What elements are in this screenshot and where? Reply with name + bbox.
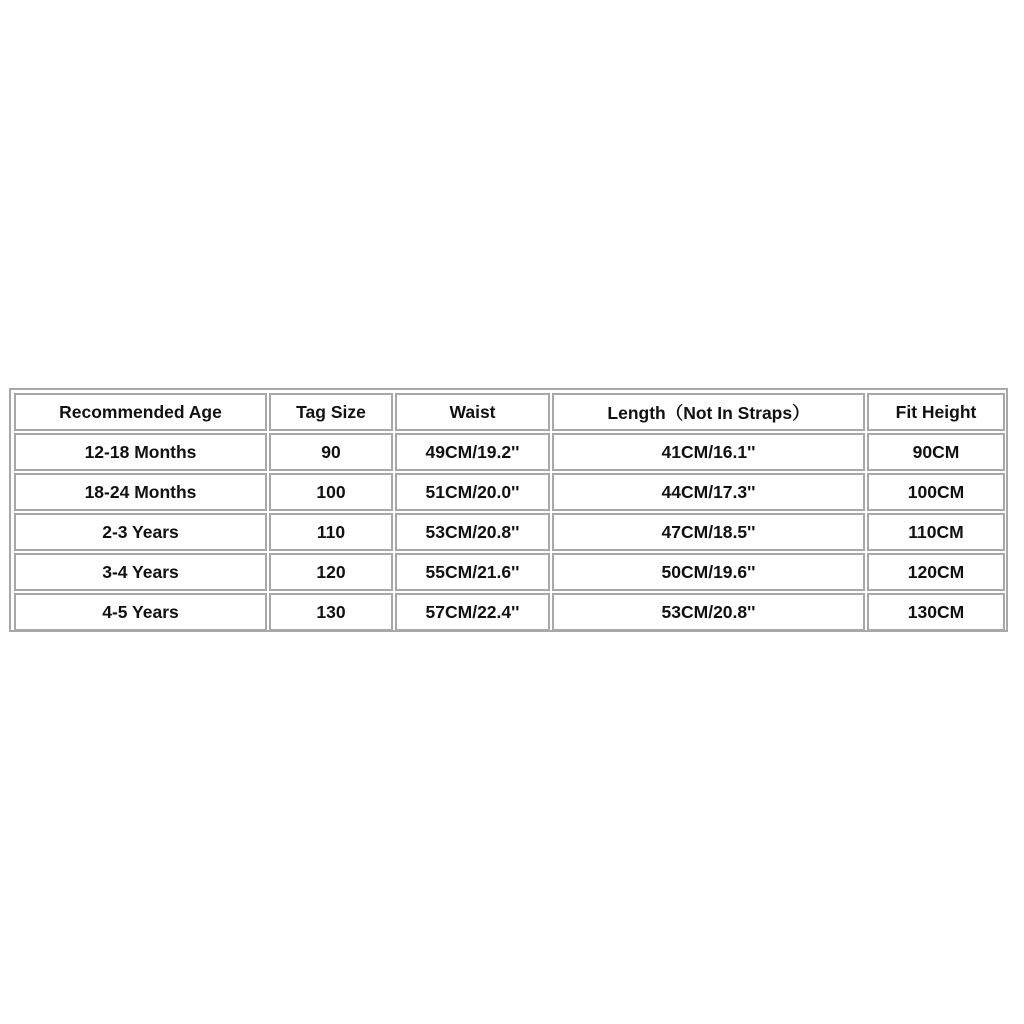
cell-age: 3-4 Years [14,553,267,591]
cell-length: 47CM/18.5'' [552,513,865,551]
cell-tag-size: 90 [269,433,393,471]
cell-waist: 49CM/19.2'' [395,433,550,471]
table-row [14,433,1005,471]
header-waist: Waist [395,393,550,431]
table-row [14,593,1005,631]
cell-length: 53CM/20.8'' [552,593,865,631]
table-row [14,553,1005,591]
size-chart-table [12,391,1007,633]
cell-length: 41CM/16.1'' [552,433,865,471]
cell-tag-size: 130 [269,593,393,631]
header-tag-size: Tag Size [269,393,393,431]
cell-age: 2-3 Years [14,513,267,551]
cell-fit-height: 130CM [867,593,1005,631]
header-length: Length（Not In Straps） [552,393,865,431]
table-header-row [14,393,1005,431]
table-row [14,473,1005,511]
cell-length: 50CM/19.6'' [552,553,865,591]
cell-fit-height: 90CM [867,433,1005,471]
cell-length: 44CM/17.3'' [552,473,865,511]
cell-waist: 51CM/20.0'' [395,473,550,511]
cell-fit-height: 100CM [867,473,1005,511]
header-recommended-age: Recommended Age [14,393,267,431]
cell-tag-size: 100 [269,473,393,511]
cell-fit-height: 110CM [867,513,1005,551]
cell-waist: 55CM/21.6'' [395,553,550,591]
cell-waist: 53CM/20.8'' [395,513,550,551]
cell-age: 18-24 Months [14,473,267,511]
table-row [14,513,1005,551]
cell-fit-height: 120CM [867,553,1005,591]
cell-tag-size: 110 [269,513,393,551]
cell-tag-size: 120 [269,553,393,591]
cell-age: 12-18 Months [14,433,267,471]
size-chart [9,388,1008,632]
header-fit-height: Fit Height [867,393,1005,431]
cell-age: 4-5 Years [14,593,267,631]
cell-waist: 57CM/22.4'' [395,593,550,631]
